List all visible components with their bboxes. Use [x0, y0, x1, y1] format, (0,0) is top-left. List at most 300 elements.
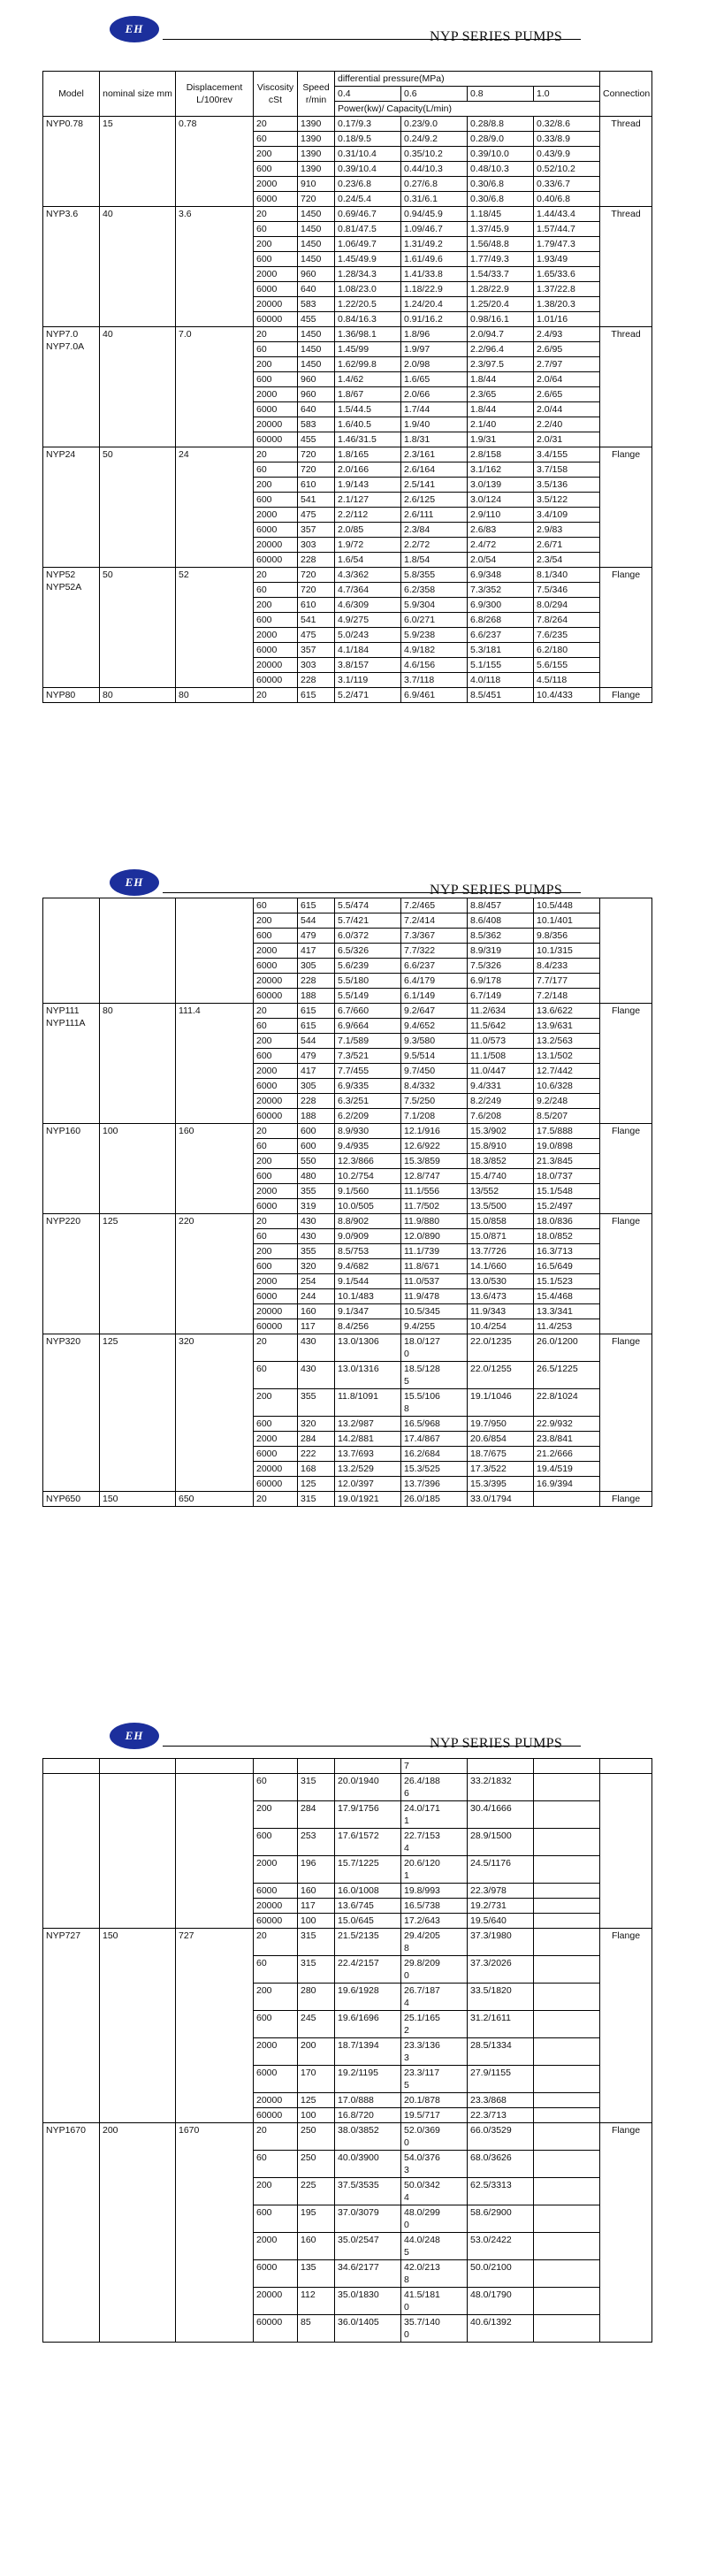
value-cell: 11.8/671 — [401, 1259, 468, 1274]
value-cell: 11.4/253 — [534, 1319, 600, 1334]
value-cell: 13.6/745 — [335, 1899, 401, 1914]
value-cell: 9.4/682 — [335, 1259, 401, 1274]
value-cell: 22.3/713 — [468, 2108, 534, 2123]
model-cell: NYP0.78 — [43, 117, 100, 207]
value-cell: 7.6/235 — [534, 628, 600, 643]
value-cell: 0.44/10.3 — [401, 162, 468, 177]
value-cell: 5.5/180 — [335, 974, 401, 989]
value-cell: 2.3/97.5 — [468, 357, 534, 372]
value-cell: 2.0/66 — [401, 387, 468, 402]
value-cell: 15.0/858 — [468, 1214, 534, 1229]
value-cell: 2.3/54 — [534, 553, 600, 568]
value-cell: 1.36/98.1 — [335, 327, 401, 342]
speed-cell: 640 — [298, 402, 335, 417]
table-row — [43, 1214, 652, 1229]
viscosity-cell: 600 — [254, 162, 298, 177]
connection-cell: Thread — [600, 327, 652, 447]
value-cell: 2.6/125 — [401, 493, 468, 508]
value-cell: 1.8/54 — [401, 553, 468, 568]
viscosity-cell: 2000 — [254, 1184, 298, 1199]
viscosity-cell: 60 — [254, 1019, 298, 1034]
value-cell: 10.4/254 — [468, 1319, 534, 1334]
value-cell: 3.1/119 — [335, 673, 401, 688]
connection-cell: Flange — [600, 1492, 652, 1507]
value-cell: 13/552 — [468, 1184, 534, 1199]
speed-cell: 583 — [298, 417, 335, 432]
value-cell: 6.6/237 — [401, 959, 468, 974]
value-cell: 0.27/6.8 — [401, 177, 468, 192]
value-cell: 3.4/155 — [534, 447, 600, 462]
size-cell: 80 — [100, 1004, 176, 1124]
speed-cell: 960 — [298, 387, 335, 402]
value-cell: 22.0/1235 — [468, 1334, 534, 1362]
value-cell: 13.6/622 — [534, 1004, 600, 1019]
value-cell: 1.45/49.9 — [335, 252, 401, 267]
viscosity-cell: 2000 — [254, 387, 298, 402]
page-header — [0, 853, 701, 901]
value-cell: 0.32/8.6 — [534, 117, 600, 132]
value-cell: 13.7/396 — [401, 1477, 468, 1492]
value-cell: 7.5/326 — [468, 959, 534, 974]
value-cell: 7.7/455 — [335, 1064, 401, 1079]
value-cell: 18.5/128 5 — [401, 1362, 468, 1389]
size-cell: 125 — [100, 1334, 176, 1492]
speed-cell: 455 — [298, 312, 335, 327]
value-cell: 1.9/143 — [335, 478, 401, 493]
value-cell: 0.43/9.9 — [534, 147, 600, 162]
value-cell: 2.4/93 — [534, 327, 600, 342]
speed-cell: 319 — [298, 1199, 335, 1214]
speed-cell: 720 — [298, 568, 335, 583]
blank-cell — [43, 1759, 100, 1774]
value-cell — [534, 2233, 600, 2260]
value-cell: 0.30/6.8 — [468, 192, 534, 207]
value-cell: 1.28/22.9 — [468, 282, 534, 297]
value-cell: 2.9/110 — [468, 508, 534, 523]
page-header — [0, 1707, 701, 1754]
value-cell: 19.4/519 — [534, 1462, 600, 1477]
viscosity-cell: 60000 — [254, 1319, 298, 1334]
viscosity-cell: 200 — [254, 1244, 298, 1259]
value-cell: 6.9/461 — [401, 688, 468, 703]
value-cell: 20.0/1940 — [335, 1774, 401, 1801]
viscosity-cell: 60 — [254, 2151, 298, 2178]
value-cell: 4.3/362 — [335, 568, 401, 583]
value-cell: 3.5/136 — [534, 478, 600, 493]
value-cell: 1.31/49.2 — [401, 237, 468, 252]
viscosity-cell: 20 — [254, 1124, 298, 1139]
value-cell: 11.7/502 — [401, 1199, 468, 1214]
value-cell — [534, 2011, 600, 2038]
viscosity-cell: 200 — [254, 147, 298, 162]
value-cell: 23.3/868 — [468, 2093, 534, 2108]
speed-cell: 355 — [298, 1244, 335, 1259]
viscosity-cell: 600 — [254, 929, 298, 944]
value-cell: 8.5/753 — [335, 1244, 401, 1259]
value-cell: 30.4/1666 — [468, 1801, 534, 1829]
value-cell: 4.9/182 — [401, 643, 468, 658]
value-cell: 26.5/1225 — [534, 1362, 600, 1389]
value-cell: 7.5/346 — [534, 583, 600, 598]
value-cell: 12.3/866 — [335, 1154, 401, 1169]
value-cell: 6.6/237 — [468, 628, 534, 643]
speed-cell: 195 — [298, 2205, 335, 2233]
displacement-cell: 1670 — [176, 2123, 254, 2343]
value-cell: 1.8/44 — [468, 402, 534, 417]
value-cell: 9.8/356 — [534, 929, 600, 944]
value-cell: 2.6/111 — [401, 508, 468, 523]
value-cell: 2.2/112 — [335, 508, 401, 523]
viscosity-cell: 20000 — [254, 658, 298, 673]
value-cell: 2.0/85 — [335, 523, 401, 538]
value-cell: 6.3/251 — [335, 1094, 401, 1109]
value-cell: 48.0/1790 — [468, 2288, 534, 2315]
value-cell: 12.6/922 — [401, 1139, 468, 1154]
value-cell: 11.0/537 — [401, 1274, 468, 1289]
value-cell: 50.0/2100 — [468, 2260, 534, 2288]
speed-cell: 355 — [298, 1184, 335, 1199]
speed-cell: 125 — [298, 1477, 335, 1492]
model-cell — [43, 1774, 100, 1929]
viscosity-cell: 20 — [254, 1004, 298, 1019]
viscosity-cell: 2000 — [254, 508, 298, 523]
model-cell: NYP1670 — [43, 2123, 100, 2343]
value-cell: 27.9/1155 — [468, 2066, 534, 2093]
value-cell: 1.79/47.3 — [534, 237, 600, 252]
value-cell: 4.0/118 — [468, 673, 534, 688]
value-cell: 1.44/43.4 — [534, 207, 600, 222]
speed-cell: 320 — [298, 1417, 335, 1432]
viscosity-cell: 600 — [254, 1049, 298, 1064]
value-cell: 16.5/738 — [401, 1899, 468, 1914]
value-cell: 10.4/433 — [534, 688, 600, 703]
value-cell: 26.4/188 6 — [401, 1774, 468, 1801]
connection-cell: Flange — [600, 447, 652, 568]
viscosity-cell: 2000 — [254, 1432, 298, 1447]
value-cell: 26.7/187 4 — [401, 1984, 468, 2011]
speed-cell: 85 — [298, 2315, 335, 2343]
value-cell: 54.0/376 3 — [401, 2151, 468, 2178]
value-cell: 1.41/33.8 — [401, 267, 468, 282]
blank-cell — [298, 1759, 335, 1774]
value-cell: 19.5/717 — [401, 2108, 468, 2123]
speed-cell: 1450 — [298, 342, 335, 357]
speed-cell: 168 — [298, 1462, 335, 1477]
viscosity-cell: 60000 — [254, 1109, 298, 1124]
value-cell: 21.2/666 — [534, 1447, 600, 1462]
value-cell: 0.69/46.7 — [335, 207, 401, 222]
value-cell: 19.1/1046 — [468, 1389, 534, 1417]
value-cell: 2.6/164 — [401, 462, 468, 478]
speed-cell: 600 — [298, 1124, 335, 1139]
viscosity-cell: 20 — [254, 447, 298, 462]
value-cell: 12.8/747 — [401, 1169, 468, 1184]
size-cell: 80 — [100, 688, 176, 703]
value-cell: 33.5/1820 — [468, 1984, 534, 2011]
value-cell — [534, 1984, 600, 2011]
value-cell: 5.8/355 — [401, 568, 468, 583]
value-cell: 19.8/993 — [401, 1884, 468, 1899]
value-cell: 5.2/471 — [335, 688, 401, 703]
value-cell: 7.3/352 — [468, 583, 534, 598]
value-cell: 17.3/522 — [468, 1462, 534, 1477]
speed-cell: 250 — [298, 2151, 335, 2178]
size-cell: 40 — [100, 207, 176, 327]
speed-cell: 479 — [298, 1049, 335, 1064]
value-cell: 50.0/342 4 — [401, 2178, 468, 2205]
viscosity-cell: 600 — [254, 1259, 298, 1274]
table-row — [43, 1492, 652, 1507]
pressure-0-8: 0.8 — [468, 87, 534, 102]
model-cell: NYP650 — [43, 1492, 100, 1507]
value-cell: 1.28/34.3 — [335, 267, 401, 282]
value-cell: 19.2/1195 — [335, 2066, 401, 2093]
value-cell: 2.2/96.4 — [468, 342, 534, 357]
value-cell: 2.1/40 — [468, 417, 534, 432]
speed-cell: 315 — [298, 1929, 335, 1956]
value-cell: 3.0/139 — [468, 478, 534, 493]
value-cell: 35.7/140 0 — [401, 2315, 468, 2343]
viscosity-cell: 6000 — [254, 523, 298, 538]
value-cell — [534, 2288, 600, 2315]
viscosity-cell: 60000 — [254, 553, 298, 568]
value-cell: 15.3/395 — [468, 1477, 534, 1492]
value-cell: 11.0/447 — [468, 1064, 534, 1079]
speed-cell: 550 — [298, 1154, 335, 1169]
value-cell: 2.6/65 — [534, 387, 600, 402]
col-viscosity: Viscosity cSt — [254, 72, 298, 117]
value-cell: 1.8/96 — [401, 327, 468, 342]
value-cell: 2.3/84 — [401, 523, 468, 538]
value-cell: 6.9/300 — [468, 598, 534, 613]
value-cell: 0.39/10.0 — [468, 147, 534, 162]
value-cell: 11.1/556 — [401, 1184, 468, 1199]
speed-cell: 100 — [298, 1914, 335, 1929]
value-cell: 18.7/675 — [468, 1447, 534, 1462]
value-cell — [534, 1492, 600, 1507]
value-cell: 11.5/642 — [468, 1019, 534, 1034]
value-cell: 41.5/181 0 — [401, 2288, 468, 2315]
speed-cell: 1450 — [298, 327, 335, 342]
value-cell — [534, 2151, 600, 2178]
value-cell: 9.4/935 — [335, 1139, 401, 1154]
value-cell: 8.4/332 — [401, 1079, 468, 1094]
viscosity-cell: 600 — [254, 1169, 298, 1184]
value-cell: 29.4/205 8 — [401, 1929, 468, 1956]
size-cell: 15 — [100, 117, 176, 207]
value-cell: 5.5/149 — [335, 989, 401, 1004]
value-cell: 3.8/157 — [335, 658, 401, 673]
value-cell — [534, 2315, 600, 2343]
speed-cell: 720 — [298, 447, 335, 462]
value-cell: 15.1/523 — [534, 1274, 600, 1289]
value-cell: 0.81/47.5 — [335, 222, 401, 237]
value-cell: 5.6/239 — [335, 959, 401, 974]
value-cell: 17.5/888 — [534, 1124, 600, 1139]
speed-cell: 254 — [298, 1274, 335, 1289]
model-cell: NYP727 — [43, 1929, 100, 2123]
connection-cell: Flange — [600, 1004, 652, 1124]
viscosity-cell: 6000 — [254, 1447, 298, 1462]
viscosity-cell: 20000 — [254, 1094, 298, 1109]
viscosity-cell: 20000 — [254, 2288, 298, 2315]
displacement-cell — [176, 898, 254, 1004]
value-cell: 1.37/45.9 — [468, 222, 534, 237]
viscosity-cell: 600 — [254, 2011, 298, 2038]
value-cell: 40.6/1392 — [468, 2315, 534, 2343]
value-cell: 15.3/525 — [401, 1462, 468, 1477]
viscosity-cell: 6000 — [254, 643, 298, 658]
value-cell: 7.7/322 — [401, 944, 468, 959]
viscosity-cell: 2000 — [254, 944, 298, 959]
brand-logo: EH — [110, 869, 159, 896]
value-cell: 42.0/213 8 — [401, 2260, 468, 2288]
value-cell: 0.39/10.4 — [335, 162, 401, 177]
displacement-cell: 0.78 — [176, 117, 254, 207]
viscosity-cell: 20 — [254, 568, 298, 583]
value-cell: 8.0/294 — [534, 598, 600, 613]
value-cell: 8.5/451 — [468, 688, 534, 703]
value-cell: 4.6/156 — [401, 658, 468, 673]
speed-cell: 1450 — [298, 252, 335, 267]
viscosity-cell: 60 — [254, 1774, 298, 1801]
value-cell: 1.9/40 — [401, 417, 468, 432]
value-cell: 10.1/483 — [335, 1289, 401, 1304]
blank-cell — [468, 1759, 534, 1774]
connection-cell — [600, 898, 652, 1004]
value-cell: 11.0/573 — [468, 1034, 534, 1049]
value-cell: 0.23/6.8 — [335, 177, 401, 192]
value-cell: 15.4/740 — [468, 1169, 534, 1184]
blank-cell — [176, 1759, 254, 1774]
value-cell: 16.9/394 — [534, 1477, 600, 1492]
value-cell: 26.0/185 — [401, 1492, 468, 1507]
viscosity-cell: 6000 — [254, 1289, 298, 1304]
value-cell: 28.9/1500 — [468, 1829, 534, 1856]
value-cell: 15.4/468 — [534, 1289, 600, 1304]
speed-cell: 100 — [298, 2108, 335, 2123]
viscosity-cell: 20 — [254, 207, 298, 222]
size-cell: 50 — [100, 568, 176, 688]
viscosity-cell: 2000 — [254, 177, 298, 192]
value-cell: 31.2/1611 — [468, 2011, 534, 2038]
speed-cell: 455 — [298, 432, 335, 447]
value-cell: 11.2/634 — [468, 1004, 534, 1019]
speed-cell: 1450 — [298, 207, 335, 222]
spec-table — [42, 71, 652, 703]
value-cell: 0.94/45.9 — [401, 207, 468, 222]
value-cell: 1.56/48.8 — [468, 237, 534, 252]
value-cell: 0.28/8.8 — [468, 117, 534, 132]
value-cell: 6.0/271 — [401, 613, 468, 628]
value-cell: 16.5/649 — [534, 1259, 600, 1274]
value-cell: 10.0/505 — [335, 1199, 401, 1214]
size-cell: 40 — [100, 327, 176, 447]
speed-cell: 228 — [298, 974, 335, 989]
value-cell: 28.5/1334 — [468, 2038, 534, 2066]
value-cell: 1.9/31 — [468, 432, 534, 447]
connection-cell: Flange — [600, 688, 652, 703]
value-cell: 15.2/497 — [534, 1199, 600, 1214]
viscosity-cell: 200 — [254, 913, 298, 929]
value-cell: 0.52/10.2 — [534, 162, 600, 177]
speed-cell: 303 — [298, 658, 335, 673]
value-cell: 2.5/141 — [401, 478, 468, 493]
value-cell: 17.0/888 — [335, 2093, 401, 2108]
value-cell: 16.3/713 — [534, 1244, 600, 1259]
value-cell: 3.7/158 — [534, 462, 600, 478]
viscosity-cell: 200 — [254, 478, 298, 493]
speed-cell: 600 — [298, 1139, 335, 1154]
value-cell: 4.7/364 — [335, 583, 401, 598]
displacement-cell: 320 — [176, 1334, 254, 1492]
value-cell: 1.61/49.6 — [401, 252, 468, 267]
value-cell: 13.1/502 — [534, 1049, 600, 1064]
speed-cell: 1390 — [298, 117, 335, 132]
viscosity-cell: 20000 — [254, 297, 298, 312]
col-nominal-size: nominal size mm — [100, 72, 176, 117]
viscosity-cell: 20000 — [254, 1304, 298, 1319]
value-cell: 2.4/72 — [468, 538, 534, 553]
value-cell: 19.0/1921 — [335, 1492, 401, 1507]
value-cell: 7.2/465 — [401, 898, 468, 913]
speed-cell: 541 — [298, 613, 335, 628]
value-cell: 12.7/442 — [534, 1064, 600, 1079]
value-cell: 3.7/118 — [401, 673, 468, 688]
viscosity-cell: 6000 — [254, 2260, 298, 2288]
value-cell — [534, 1884, 600, 1899]
value-cell: 0.24/9.2 — [401, 132, 468, 147]
value-cell: 22.9/932 — [534, 1417, 600, 1432]
table-row — [43, 447, 652, 462]
table-row — [43, 1124, 652, 1139]
viscosity-cell: 2000 — [254, 1274, 298, 1289]
viscosity-cell: 60000 — [254, 1914, 298, 1929]
model-cell: NYP220 — [43, 1214, 100, 1334]
size-cell: 125 — [100, 1214, 176, 1334]
speed-cell: 1450 — [298, 357, 335, 372]
viscosity-cell: 600 — [254, 252, 298, 267]
speed-cell: 280 — [298, 1984, 335, 2011]
viscosity-cell: 60 — [254, 1362, 298, 1389]
speed-cell: 475 — [298, 508, 335, 523]
value-cell: 10.6/328 — [534, 1079, 600, 1094]
value-cell: 6.4/179 — [401, 974, 468, 989]
model-cell: NYP7.0 NYP7.0A — [43, 327, 100, 447]
connection-cell: Flange — [600, 1929, 652, 2123]
value-cell: 13.3/341 — [534, 1304, 600, 1319]
value-cell: 1.45/99 — [335, 342, 401, 357]
speed-cell: 960 — [298, 267, 335, 282]
value-cell: 2.2/72 — [401, 538, 468, 553]
value-cell — [534, 2066, 600, 2093]
value-cell: 17.6/1572 — [335, 1829, 401, 1856]
value-cell: 20.1/878 — [401, 2093, 468, 2108]
value-cell: 6.7/149 — [468, 989, 534, 1004]
speed-cell: 303 — [298, 538, 335, 553]
value-cell: 6.7/660 — [335, 1004, 401, 1019]
value-cell: 0.91/16.2 — [401, 312, 468, 327]
speed-cell: 117 — [298, 1319, 335, 1334]
value-cell: 15.1/548 — [534, 1184, 600, 1199]
speed-cell: 245 — [298, 2011, 335, 2038]
speed-cell: 960 — [298, 372, 335, 387]
speed-cell: 284 — [298, 1801, 335, 1829]
viscosity-cell: 60000 — [254, 673, 298, 688]
value-cell: 0.48/10.3 — [468, 162, 534, 177]
speed-cell: 544 — [298, 1034, 335, 1049]
connection-cell: Flange — [600, 1334, 652, 1492]
